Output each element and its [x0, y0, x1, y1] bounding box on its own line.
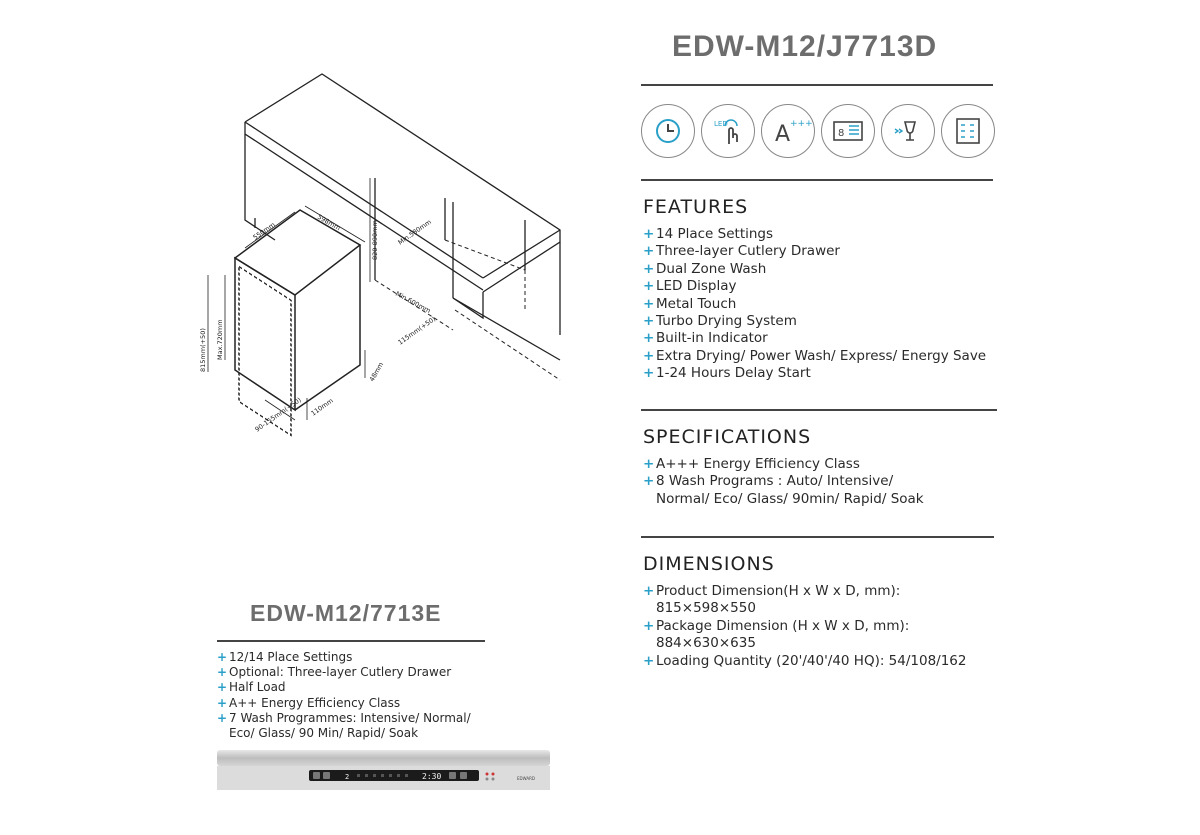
features-title: FEATURES [643, 196, 749, 218]
list-item: + 14 Place Settings [643, 226, 774, 242]
label-depth: 550mm [251, 220, 277, 242]
list-item: + A+++ Energy Efficiency Class [643, 456, 860, 472]
label-plinth: 115mm(+50) [396, 314, 438, 347]
divider [641, 536, 994, 538]
list-item: + 7 Wash Programmes: Intensive/ Normal/ Eco/ Glass/ 90 Min/ Rapid/ Soak [217, 710, 471, 741]
svg-text:EDWARD: EDWARD [517, 776, 535, 781]
control-panel-image [217, 748, 550, 796]
list-item: + Loading Quantity (20'/40'/40 HQ): 54/108/162 [643, 652, 967, 669]
list-item: + 8 Wash Programs : Auto/ Intensive/ Normal/ Eco/ Glass/ 90min/ Rapid/ Soak [643, 473, 924, 507]
led-touch-icon [701, 104, 755, 158]
specifications-title: SPECIFICATIONS [643, 426, 812, 448]
divider [217, 640, 485, 642]
divider [641, 409, 997, 411]
label-kick: 90-155mm(+50) [253, 395, 303, 434]
svg-text:2: 2 [345, 773, 350, 781]
list-item: + Turbo Drying System [643, 313, 797, 330]
model-title-main: EDW-M12/J7713D [672, 30, 938, 63]
wash-programs-icon [821, 104, 875, 158]
cutlery-drawer-icon [941, 104, 995, 158]
list-item: + 12/14 Place Settings [217, 650, 353, 664]
list-item: + Package Dimension (H x W x D, mm): 884×630×635 [643, 617, 910, 652]
svg-text:2:30: 2:30 [422, 772, 442, 781]
installation-drawing [195, 60, 575, 440]
list-item: + Extra Drying/ Power Wash/ Express/ Energy Save [643, 347, 987, 364]
list-item: + Product Dimension(H x W x D, mm): 815×598×550 [643, 583, 901, 617]
label-min-width: Min.600mm [394, 289, 432, 315]
label-gap: 110mm [309, 396, 335, 418]
delay-timer-icon [641, 104, 695, 158]
energy-class-icon [761, 104, 815, 158]
list-item: + Built-in Indicator [643, 330, 768, 347]
list-item: + Optional: Three-layer Cutlery Drawer [217, 665, 452, 680]
label-height-range: 820-890mm [371, 220, 379, 260]
specifications-list [643, 456, 943, 508]
feature-icon-row [641, 104, 995, 158]
svg-text:8: 8 [838, 128, 845, 139]
divider [641, 179, 993, 181]
svg-text:+++: +++ [790, 119, 813, 129]
label-width: 598mm [316, 212, 342, 233]
label-min-depth: Min.580mm [396, 217, 433, 247]
second-features-list [217, 650, 472, 741]
list-item: + Metal Touch [643, 295, 737, 312]
model-title-second: EDW-M12/7713E [250, 600, 442, 626]
list-item: + A++ Energy Efficiency Class [217, 695, 401, 710]
list-item: + LED Display [643, 278, 737, 295]
list-item: + Half Load [217, 680, 286, 695]
svg-text:A: A [775, 122, 791, 147]
svg-text:LED: LED [714, 120, 728, 128]
dimensions-list [643, 583, 1003, 670]
list-item: + Three-layer Cutlery Drawer [643, 243, 840, 260]
list-item: + Dual Zone Wash [643, 260, 767, 277]
features-list [643, 226, 1003, 383]
divider [641, 84, 993, 86]
drying-icon [881, 104, 935, 158]
label-door-gap: 48mm [367, 360, 386, 383]
label-max-height: Max.720mm [216, 319, 224, 360]
dimensions-title: DIMENSIONS [643, 553, 775, 575]
list-item: + 1-24 Hours Delay Start [643, 365, 811, 382]
label-height-total: 815mm(+50) [199, 328, 207, 372]
